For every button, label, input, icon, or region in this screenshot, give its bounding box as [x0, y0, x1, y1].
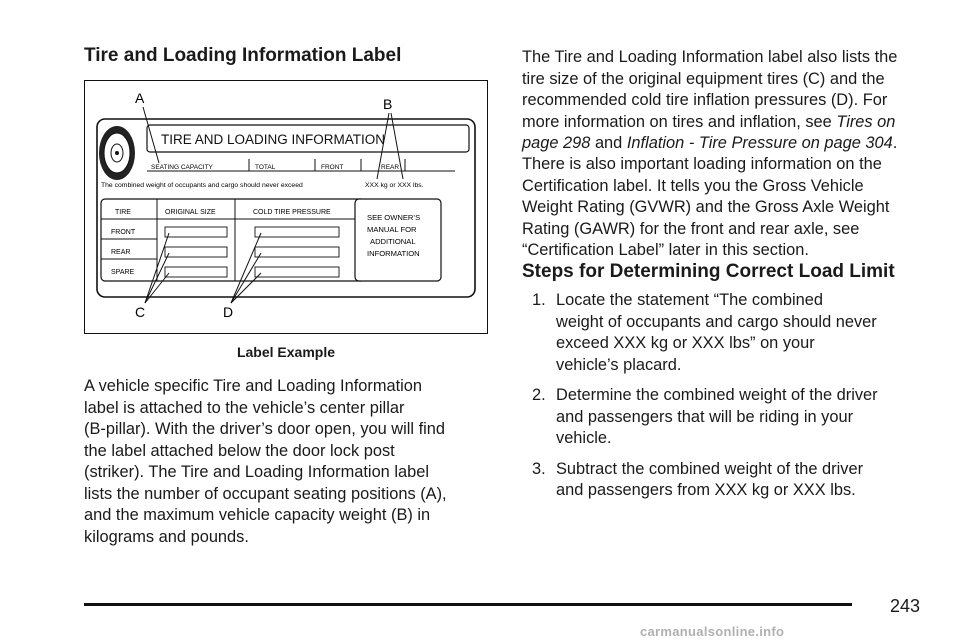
- label-example-illustration: [85, 81, 489, 335]
- note-line-4: INFORMATION: [367, 249, 420, 258]
- row-rear: REAR: [111, 249, 131, 256]
- row-spare: SPARE: [111, 269, 135, 276]
- footer-rule: [84, 603, 852, 606]
- page-number: 243: [890, 596, 921, 616]
- note-line-2: MANUAL FOR: [367, 225, 417, 234]
- field-seating-capacity: SEATING CAPACITY: [151, 164, 213, 171]
- callout-c: C: [135, 304, 146, 320]
- left-paragraph: A vehicle specific Tire and Loading Information label is attached to the vehicle’s center pillar (B-pillar). With the driver’s door open, you will find the label attached below the door lock post (striker). The Tire and Loading Information label lists the number of occupant seating positions (A), and the maximum vehicle capacity weight (B) in kilograms and pounds.: [84, 377, 447, 546]
- link-page-298[interactable]: page 298: [522, 134, 591, 152]
- link-tires-on-page[interactable]: Tires on: [836, 112, 896, 131]
- note-line-1: SEE OWNER’S: [367, 213, 421, 222]
- step-item: 1. Locate the statement “The combined weight of occupants and cargo should never exceed XXX kg or XXX lbs” on your vehicle’s placard.: [532, 291, 877, 374]
- step-item: 3. Subtract the combined weight of the driver and passengers from XXX kg or XXX lbs.: [532, 459, 864, 499]
- callout-d: D: [223, 304, 234, 320]
- callout-b: B: [383, 96, 393, 112]
- figure-caption: Label Example: [236, 344, 336, 360]
- field-rear: REAR: [381, 164, 400, 171]
- section-heading-tire-loading-label: Tire and Loading Information Label: [84, 45, 402, 66]
- callout-a: A: [135, 90, 145, 106]
- steps-list: [522, 290, 932, 511]
- tire-icon: [99, 126, 135, 180]
- note-line-3: ADDITIONAL: [370, 237, 416, 246]
- watermark: carmanualsonline.info: [640, 624, 785, 639]
- row-front: FRONT: [111, 229, 136, 236]
- right-paragraph-2: There is also important loading information on the Certification label. It tells you the Gross Vehicle Weight Rating (GVWR) and the Gross Axle Weight Rating (GAWR) for the front and rear axle, see “Certification Label” later in this section.: [522, 155, 890, 259]
- label-title: TIRE AND LOADING INFORMATION: [161, 132, 386, 147]
- field-front: FRONT: [321, 164, 344, 171]
- label-statement: The combined weight of occupants and cargo should never exceed: [101, 182, 303, 189]
- column-original-size: ORIGINAL SIZE: [165, 209, 216, 216]
- right-paragraph-1: The Tire and Loading Information label also lists the tire size of the original equipment tires (C) and the recommended cold tire inflation pressures (D). For more information on tires and inflation, see Tires on page 298 and Inflation - Tire Pressure on page 304.: [522, 48, 898, 152]
- column-cold-tire-pressure: COLD TIRE PRESSURE: [253, 209, 331, 216]
- column-tire: TIRE: [115, 209, 131, 216]
- label-statement-value: XXX kg or XXX lbs.: [365, 182, 424, 189]
- link-inflation-tire-pressure[interactable]: Inflation - Tire Pressure on page 304: [626, 134, 893, 152]
- field-total: TOTAL: [255, 164, 276, 171]
- step-item: 2. Determine the combined weight of the driver and passengers that will be riding in your vehicle.: [532, 386, 878, 447]
- section-heading-load-limit: Steps for Determining Correct Load Limit: [522, 261, 895, 282]
- label-example-figure: [84, 80, 488, 334]
